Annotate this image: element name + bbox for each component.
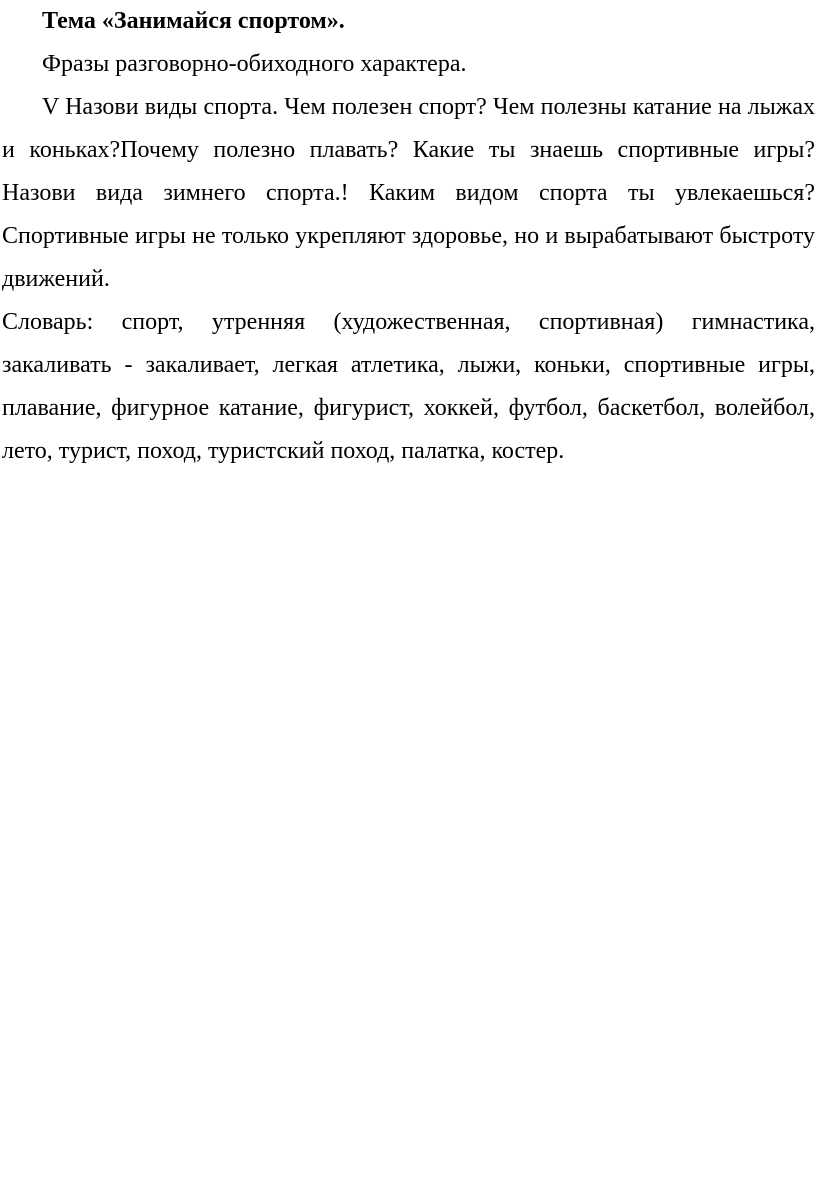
document-subtitle: Фразы разговорно-обиходного характера. [42,51,467,77]
document-title: Тема «Занимайся спортом». [42,8,345,34]
vocabulary-paragraph: Словарь: спорт, утренняя (художественная, спортивная) гимнастика, закаливать - закаливает, легкая атлетика, лыжи, коньки, спортивные игры, плавание, фигурное катание, фигурист, хоккей, футбол, баскетбол, волейбол, лето, турист, поход, туристский поход, палатка, костер. [2,309,815,464]
questions-paragraph: V Назови виды спорта. Чем полезен спорт? Чем полезны катание на лыжах и коньках?Почему полезно плавать? Какие ты знаешь спортивные игры? Назови вида зимнего спорта.! Каким видом спорта ты увлекаешься? Спортивные игры не только укрепляют здоровье, но и вырабатывают быстроту движений. [2,94,815,292]
document-body [2,0,815,473]
